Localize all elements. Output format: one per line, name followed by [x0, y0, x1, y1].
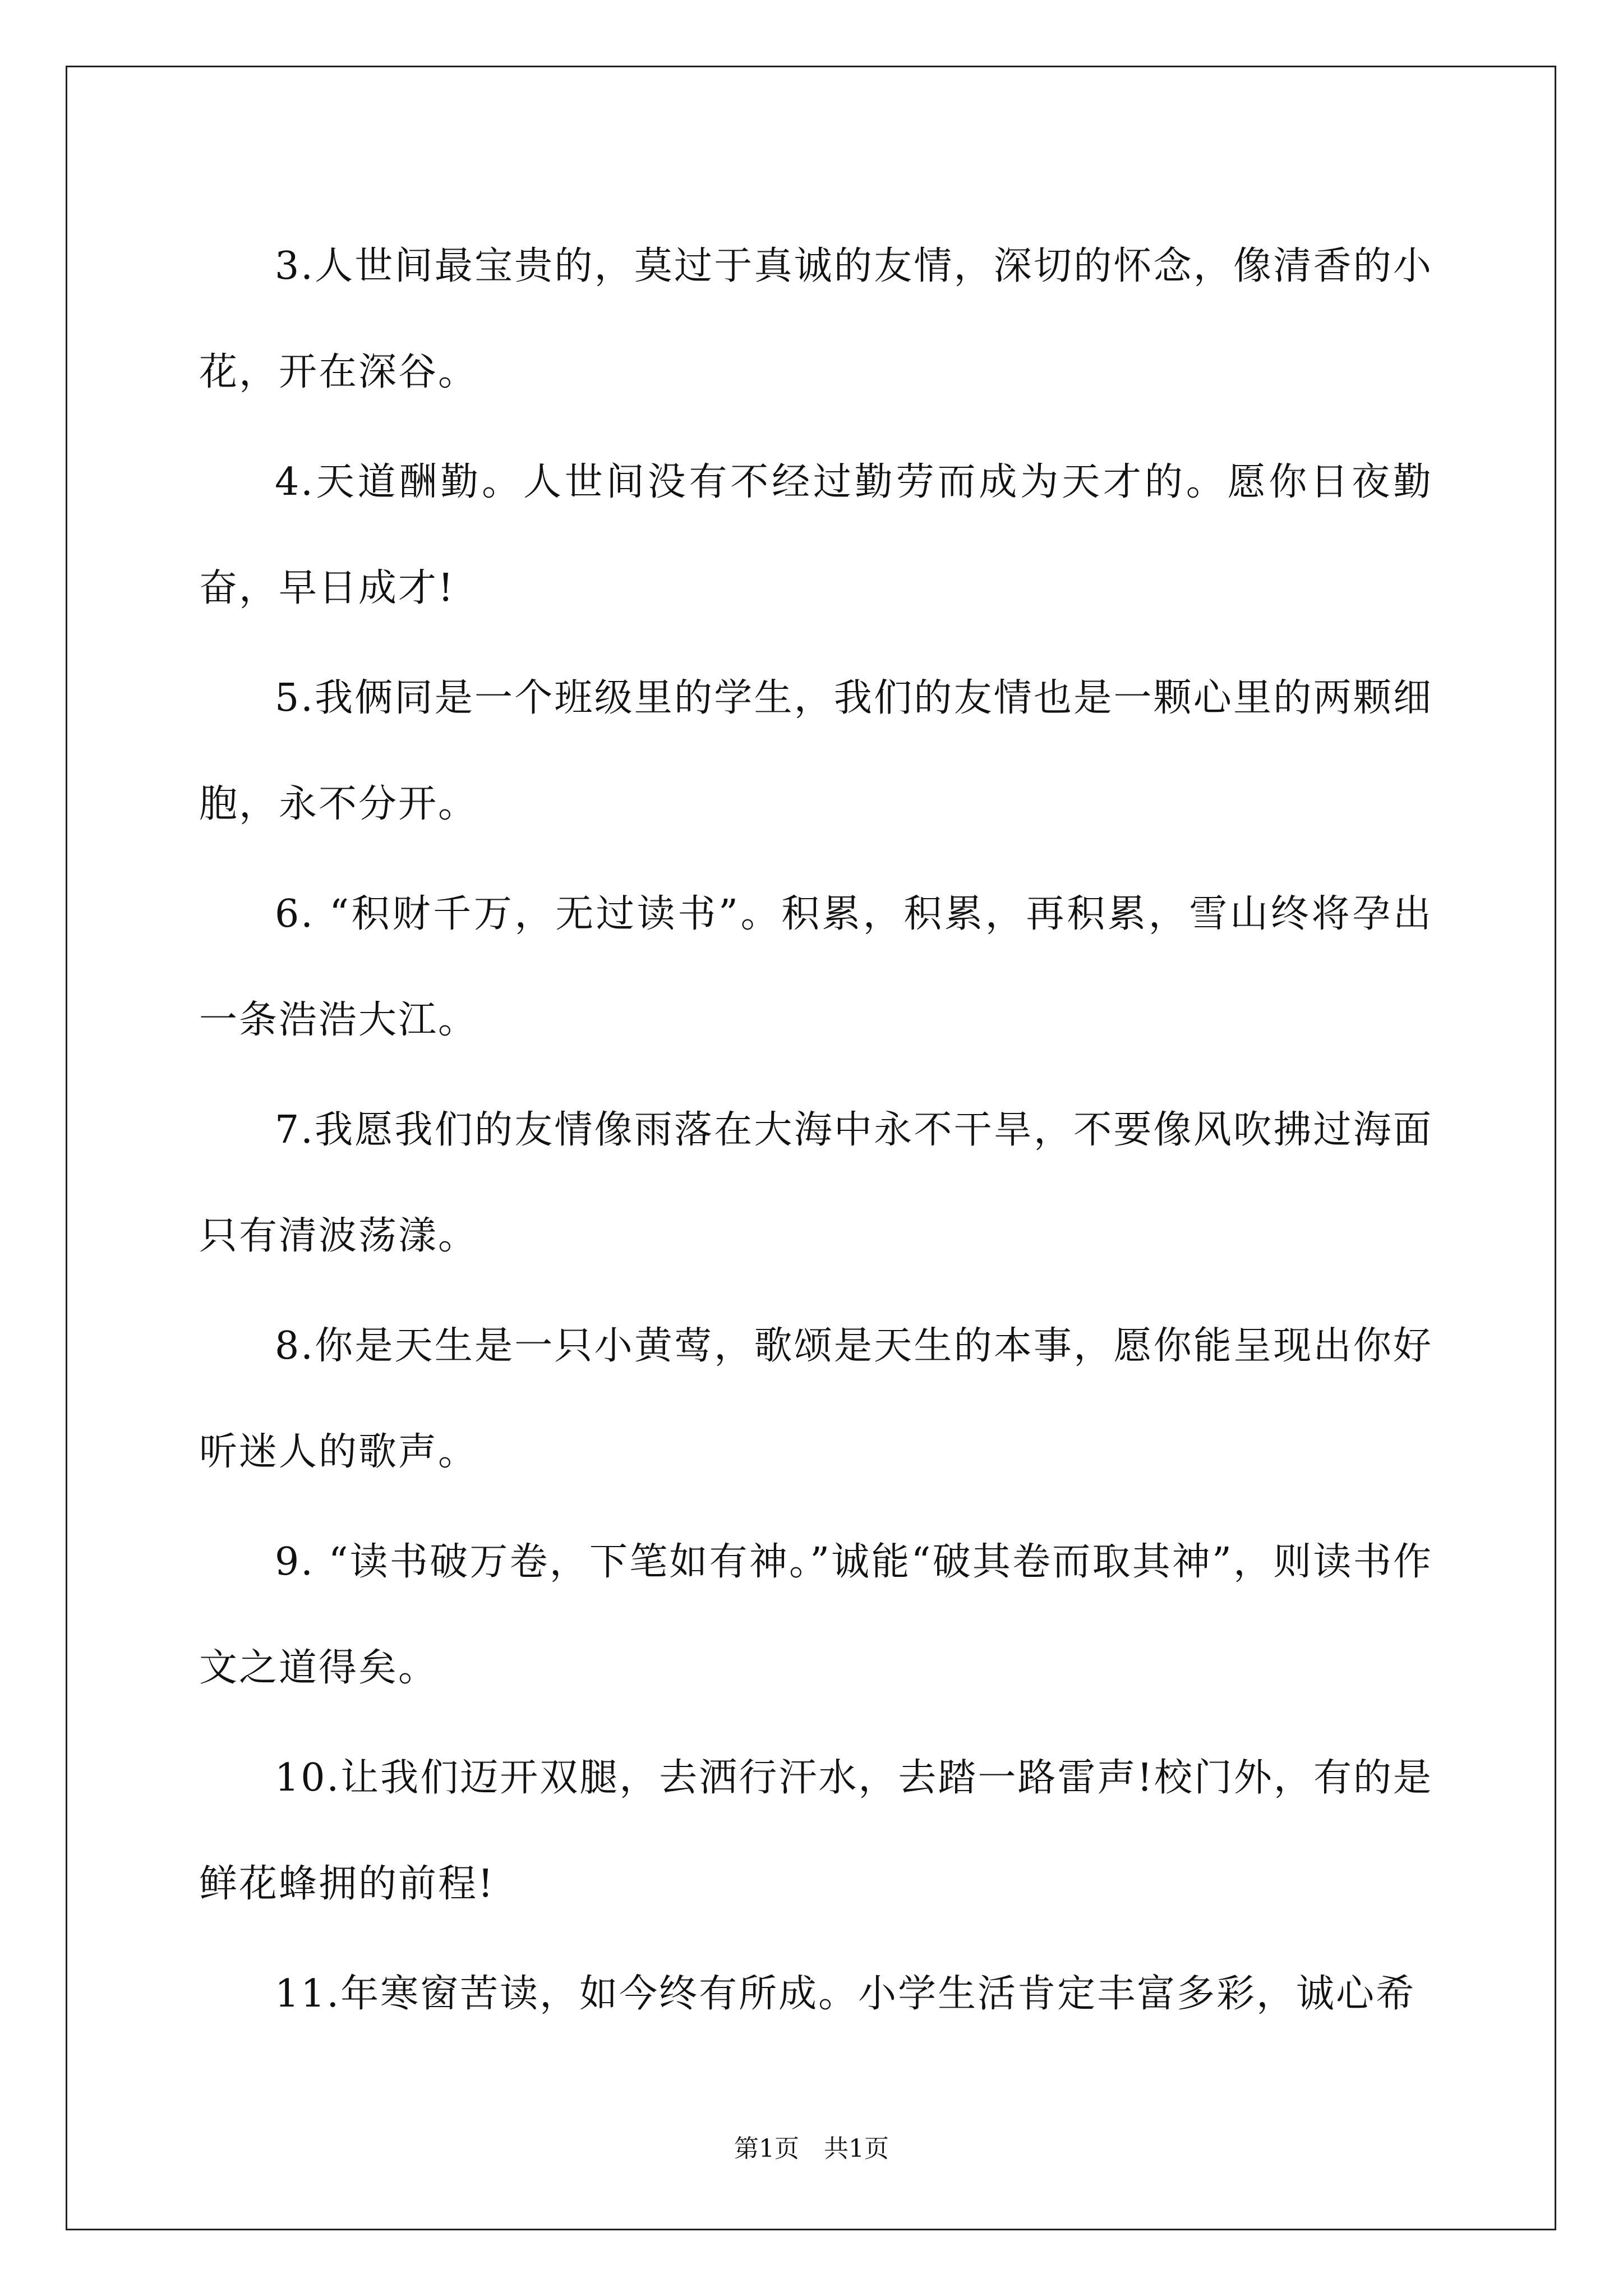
paragraph-5: 5.我俩同是一个班级里的学生，我们的友情也是一颗心里的两颗细胞，永不分开。: [199, 676, 1433, 826]
paragraph-3: 3.人世间最宝贵的，莫过于真诚的友情，深切的怀念，像清香的小花，开在深谷。: [199, 244, 1433, 394]
paragraph-11: 11.年寒窗苦读，如今终有所成。小学生活肯定丰富多彩，诚心希: [275, 1972, 1416, 2016]
page-footer: 第1页 共1页: [734, 2134, 889, 2163]
paragraph-6: 6. “积财千万，无过读书”。积累，积累，再积累，雪山终将孕出一条浩浩大江。: [199, 892, 1433, 1042]
document-body: [199, 213, 1433, 2051]
paragraph-7: 7.我愿我们的友情像雨落在大海中永不干旱，不要像风吹拂过海面只有清波荡漾。: [199, 1108, 1433, 1258]
paragraph-4: 4.天道酬勤。人世间没有不经过勤劳而成为天才的。愿你日夜勤奋，早日成才!: [199, 460, 1433, 610]
paragraph-10: 10.让我们迈开双腿，去洒行汗水，去踏一路雷声!校门外，有的是鲜花蜂拥的前程!: [199, 1756, 1433, 1906]
paragraph-9: 9. “读书破万卷，下笔如有神。”诚能“破其卷而取其神”，则读书作文之道得矣。: [199, 1540, 1433, 1690]
paragraph-8: 8.你是天生是一只小黄莺，歌颂是天生的本事，愿你能呈现出你好听迷人的歌声。: [199, 1324, 1433, 1474]
